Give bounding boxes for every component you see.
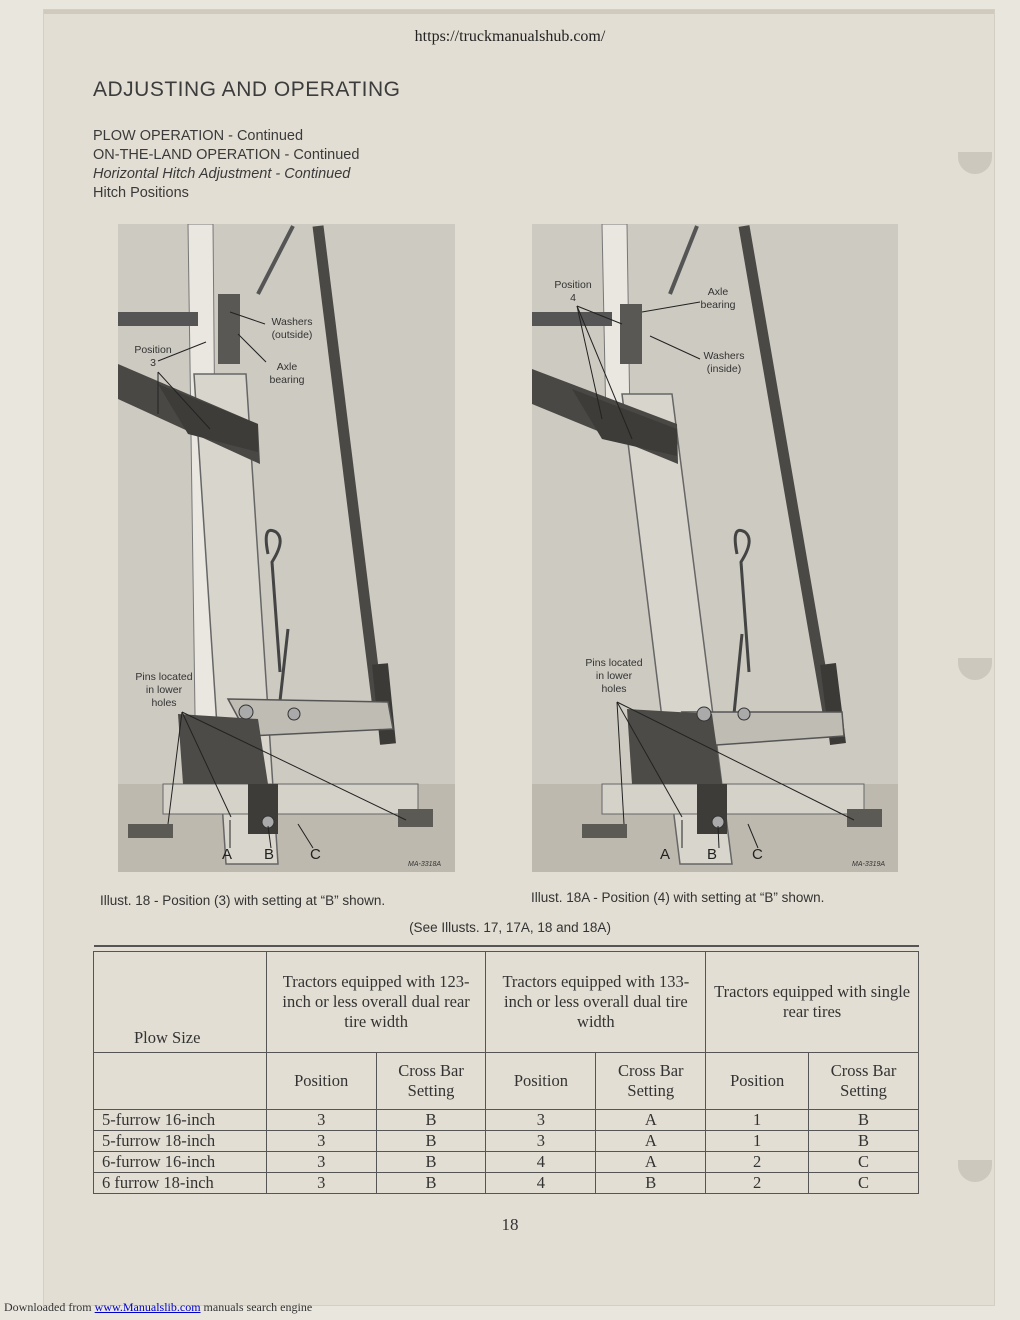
setting-label-b: B (264, 846, 275, 863)
label-position-4: Position 4 (554, 279, 592, 304)
label-washers-inside: Washers (inside) (703, 350, 745, 375)
subheader-position: Position (486, 1053, 596, 1110)
subheader-position: Position (706, 1053, 809, 1110)
plow-size-cell: 5-furrow 18-inch (94, 1131, 267, 1152)
page-number: 18 (501, 1215, 519, 1234)
subhead-horizontal-hitch: Horizontal Hitch Adjustment - Continued (93, 166, 351, 182)
table-cell: 1 (706, 1110, 809, 1131)
label-axle-bearing: Axle bearing (700, 286, 736, 311)
table-row (94, 1131, 919, 1152)
table-cell: B (809, 1131, 919, 1152)
table-cell: A (596, 1110, 706, 1131)
caption-illust-18a: Illust. 18A - Position (4) with setting at “B” shown. (531, 890, 825, 905)
plow-size-cell: 5-furrow 16-inch (94, 1110, 267, 1131)
label-washers-outside: Washers (outside) (271, 316, 313, 341)
table-cell: 3 (266, 1173, 376, 1194)
setting-label-c: C (310, 846, 321, 863)
plow-size-cell: 6 furrow 18-inch (94, 1173, 267, 1194)
subheader-cross-bar: Cross Bar Setting (596, 1053, 706, 1110)
table-cell: 3 (266, 1152, 376, 1173)
table-cell: B (376, 1173, 486, 1194)
caption-illust-18: Illust. 18 - Position (3) with setting at “B” shown. (100, 893, 386, 908)
label-pins-lower-holes: Pins located in lower holes (585, 657, 643, 695)
label-axle-bearing: Axle bearing (269, 361, 305, 386)
group-header-single-tires: Tractors equipped with single rear tires (706, 952, 919, 1053)
subheader-cross-bar: Cross Bar Setting (809, 1053, 919, 1110)
photo-code: MA-3319A (852, 861, 886, 868)
subhead-plow-operation: PLOW OPERATION - Continued (93, 128, 304, 144)
hitch-position-table (93, 945, 919, 1194)
table-cell: 3 (266, 1131, 376, 1152)
group-header-123-inch: Tractors equipped with 123-inch or less overall dual rear tire width (266, 952, 486, 1053)
table-cell: C (809, 1173, 919, 1194)
table-cell: 2 (706, 1173, 809, 1194)
footer-suffix: manuals search engine (200, 1300, 313, 1314)
subhead-on-the-land: ON-THE-LAND OPERATION - Continued (93, 147, 360, 163)
table-cell: 3 (486, 1131, 596, 1152)
subheader-position: Position (266, 1053, 376, 1110)
label-pins-lower-holes: Pins located in lower holes (135, 671, 193, 709)
table-row (94, 1152, 919, 1173)
manualslib-link[interactable]: www.Manualslib.com (94, 1300, 201, 1314)
footer-prefix: Downloaded from (4, 1300, 95, 1314)
table-cell: 2 (706, 1152, 809, 1173)
table-cell: 1 (706, 1131, 809, 1152)
subhead-hitch-positions: Hitch Positions (93, 185, 189, 201)
plow-size-header: Plow Size (94, 952, 267, 1053)
table-subheader-row (94, 1053, 919, 1110)
table-cell: 4 (486, 1152, 596, 1173)
setting-label-b: B (707, 846, 718, 863)
subheader-cross-bar: Cross Bar Setting (376, 1053, 486, 1110)
table-row (94, 1110, 919, 1131)
illustration-18-photo (118, 224, 455, 872)
table-cell: A (596, 1152, 706, 1173)
setting-label-a: A (660, 846, 671, 863)
table-cell: B (809, 1110, 919, 1131)
label-position-3: Position 3 (134, 344, 172, 369)
table-cell: B (376, 1131, 486, 1152)
download-footer (4, 1300, 312, 1315)
table-cell: B (376, 1152, 486, 1173)
page-edge (44, 10, 994, 14)
table-cell: A (596, 1131, 706, 1152)
setting-label-c: C (752, 846, 763, 863)
see-illustrations-note: (See Illusts. 17, 17A, 18 and 18A) (409, 920, 611, 935)
group-header-133-inch: Tractors equipped with 133-inch or less overall dual tire width (486, 952, 706, 1053)
table-cell: 3 (266, 1110, 376, 1131)
photo-code: MA-3318A (408, 861, 442, 868)
table-cell: B (376, 1110, 486, 1131)
illustration-18a-photo (532, 224, 898, 872)
plow-size-cell: 6-furrow 16-inch (94, 1152, 267, 1173)
table-cell: B (596, 1173, 706, 1194)
hitch-photo-drawing (532, 224, 898, 872)
table-cell: 3 (486, 1110, 596, 1131)
table-cell: 4 (486, 1173, 596, 1194)
source-url[interactable]: https://truckmanualshub.com/ (414, 28, 606, 45)
subheadings (93, 127, 359, 203)
table-header-row (94, 952, 919, 1053)
section-title: ADJUSTING AND OPERATING (93, 78, 401, 101)
setting-label-a: A (222, 846, 233, 863)
table-cell: C (809, 1152, 919, 1173)
blank-header-cell (94, 1053, 267, 1110)
table-row (94, 1173, 919, 1194)
